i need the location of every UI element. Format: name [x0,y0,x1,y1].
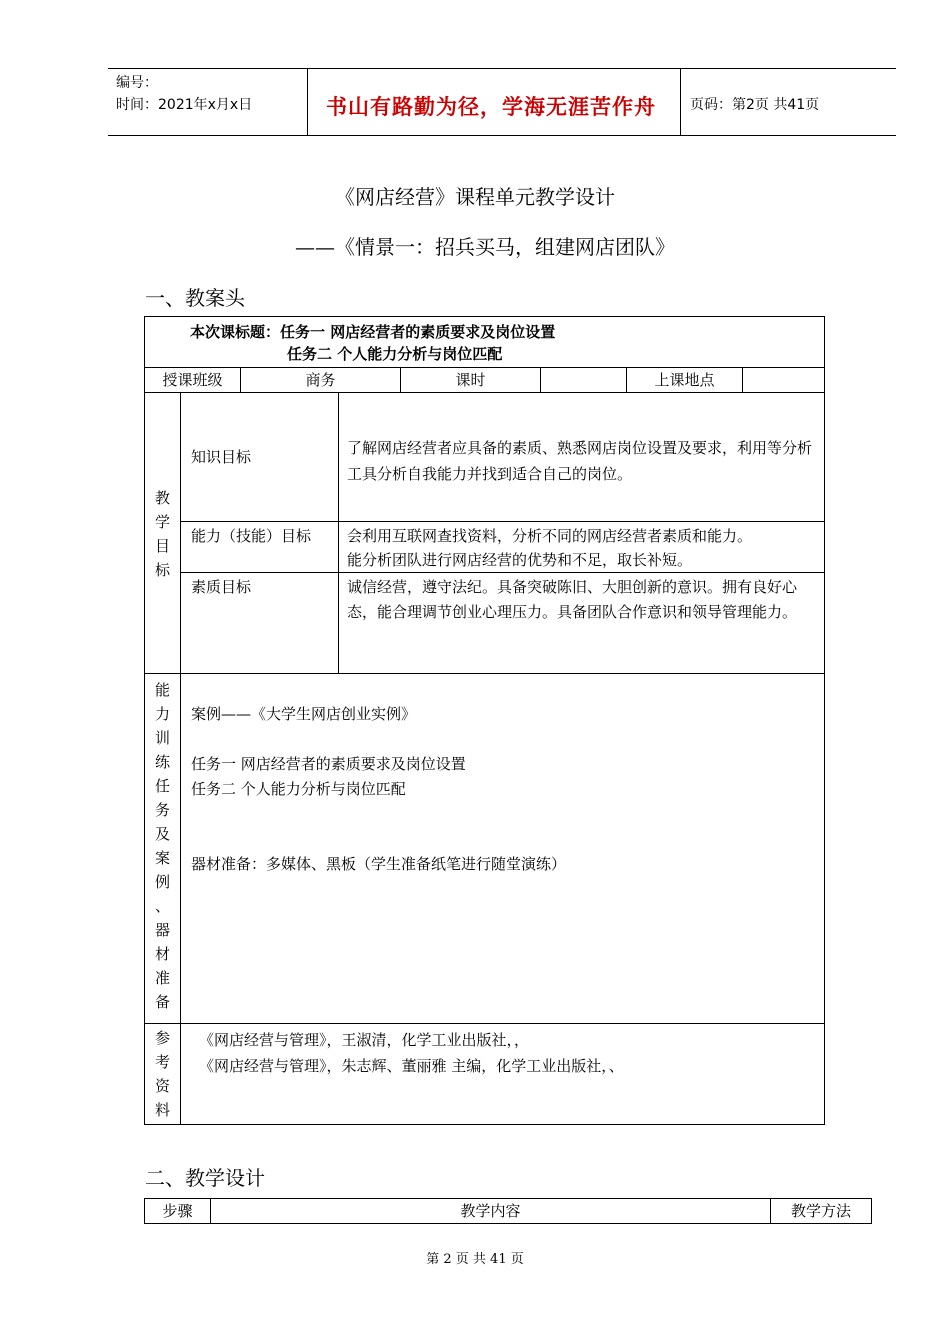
ability-label: 能力（技能）目标 [191,527,312,545]
section-heading-teaching-design: 二、教学设计 [145,1166,265,1190]
knowledge-text-cell [339,393,825,522]
hours-value [541,368,627,393]
references-content-cell [181,1024,825,1125]
vertical-char: 学 [154,513,170,531]
vertical-char: 案 [154,849,170,867]
topic-line-1: 本次课标题：任务一 网店经营者的素质要求及岗位设置 [190,323,556,341]
vertical-char: 任 [154,777,170,795]
knowledge-text: 了解网店经营者应具备的素质、熟悉网店岗位设置及要求，利用等分析工具分析自我能力并找到适合自己的岗位。 [347,439,813,483]
vertical-char: 训 [154,729,170,747]
goals-vertical-text [145,486,180,582]
training-content-cell [181,674,825,1024]
vertical-char: 材 [154,945,170,963]
references-label-cell [145,1024,181,1125]
header-meta [116,72,252,114]
quality-label: 素质目标 [191,578,252,596]
training-task-2: 任务二 个人能力分析与岗位匹配 [191,780,406,798]
lesson-table [144,316,825,1125]
page-footer: 第 2 页 共 41 页 [426,1252,524,1267]
number-label: 编号： [116,75,158,91]
class-label: 授课班级 [145,368,241,393]
training-vertical-text [145,678,180,1014]
quality-text-cell [339,573,825,674]
design-col-step: 步骤 [145,1199,211,1224]
vertical-char: 力 [154,705,170,723]
vertical-char: 考 [154,1053,170,1071]
vertical-char: 及 [154,825,170,843]
location-label: 上课地点 [627,368,743,393]
vertical-char: 务 [154,801,170,819]
document-title: 《网店经营》课程单元教学设计 [335,185,615,209]
design-col-method: 教学方法 [771,1199,872,1224]
reference-2: 《网店经营与管理》，朱志辉、董丽雅 主编，化学工业出版社，、 [199,1057,624,1075]
reference-1: 《网店经营与管理》，王淑清，化学工业出版社，， [199,1031,530,1049]
knowledge-label-cell [181,393,339,522]
vertical-char: 料 [154,1101,170,1119]
training-label-cell [145,674,181,1024]
vertical-char: 例 [154,873,170,891]
ability-text-2: 能分析团队进行网店经营的优势和不足，取长补短。 [347,551,693,569]
vertical-char: 资 [154,1077,170,1095]
goals-group-label [145,393,181,674]
header-divider-left [307,68,308,136]
header-page-info: 页码：第2页 共41页 [690,97,820,113]
ability-text-1: 会利用互联网查找资料，分析不同的网店经营者素质和能力。 [347,527,753,545]
quality-label-cell [181,573,339,674]
vertical-char: 练 [154,753,170,771]
class-value: 商务 [241,368,401,393]
ability-label-cell [181,522,339,573]
topic-line-2: 任务二 个人能力分析与岗位匹配 [287,345,503,363]
document-subtitle: ——《情景一：招兵买马，组建网店团队》 [295,235,675,259]
topic-cell [145,317,825,368]
header-divider-right [680,68,681,136]
vertical-char: 参 [154,1029,170,1047]
training-task-1: 任务一 网店经营者的素质要求及岗位设置 [191,755,466,773]
training-case: 案例——《大学生网店创业实例》 [191,705,417,723]
references-vertical-text [145,1026,180,1122]
time-label: 时间：2021年x月x日 [116,97,253,113]
vertical-char: 能 [154,681,170,699]
vertical-char: 备 [154,993,170,1011]
knowledge-label: 知识目标 [191,448,252,466]
quality-text: 诚信经营，遵守法纪。具备突破陈旧、大胆创新的意识。拥有良好心态，能合理调节创业心理压力。具备团队合作意识和领导管理能力。 [347,578,798,621]
vertical-char: 目 [154,537,170,555]
section-heading-lesson-header: 一、教案头 [145,286,245,310]
location-value [743,368,825,393]
vertical-char: 、 [154,897,170,915]
hours-label: 课时 [401,368,541,393]
vertical-char: 器 [154,921,170,939]
vertical-char: 标 [154,561,170,579]
design-col-content: 教学内容 [211,1199,771,1224]
header-top-rule [108,68,896,69]
training-equipment: 器材准备：多媒体、黑板（学生准备纸笔进行随堂演练） [191,855,567,873]
design-table [144,1198,872,1224]
vertical-char: 教 [154,489,170,507]
header-motto: 书山有路勤为径，学海无涯苦作舟 [326,95,656,119]
ability-text-cell [339,522,825,573]
header-bottom-rule [108,135,896,136]
vertical-char: 准 [154,969,170,987]
